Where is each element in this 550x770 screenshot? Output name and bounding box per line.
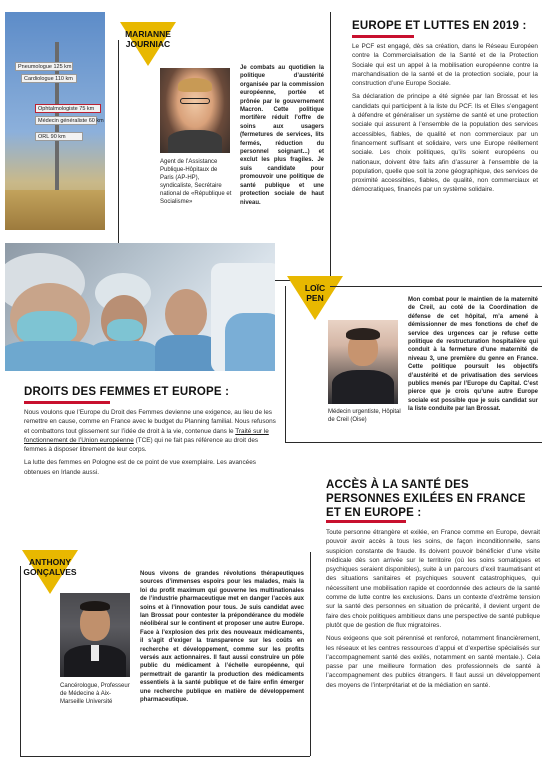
title-line: PERSONNES EXILÉES EN FRANCE: [326, 493, 526, 505]
name-line: GONÇALVES: [23, 566, 77, 577]
caption-marianne: Agent de l’Assistance Publique-Hôpitaux de Paris (AP-HP), syndicaliste, Secrétaire national de «République et Socialisme»: [160, 159, 232, 205]
europe-paragraph: Le PCF est engagé, dès sa création, dans le Réseau Européen contre la Commercialisation de la Santé et de la Protection Sociale qui est un appel à la mobilisation européenne contre la marchandisation de la santé et de la protection sociale, pour la construction d’une Europe Sociale.: [352, 43, 538, 88]
title-line: ACCÈS À LA SANTÉ DES: [326, 479, 469, 491]
femmes-paragraph: [24, 408, 276, 454]
field-background: [5, 190, 105, 230]
hair-shape: [80, 601, 110, 611]
mask-shape: [17, 311, 77, 345]
section-title-femmes: DROITS DES FEMMES ET EUROPE :: [24, 386, 230, 398]
frame-line: [285, 286, 286, 442]
nurses-photo: [5, 243, 275, 371]
badge-marianne: [118, 22, 178, 72]
europe-body: [352, 42, 538, 199]
frame-line: [330, 12, 331, 280]
sign-plate: Pneumologue 125 km: [15, 62, 73, 71]
sign-plate: ORL 90 km: [35, 132, 83, 141]
frame-line: [20, 756, 310, 757]
name-line: JOURNIAC: [125, 38, 171, 49]
caption-loic: Médecin urgentiste, Hôpital de Creil (Oise): [328, 409, 401, 423]
clothes-shape: [168, 130, 222, 153]
frame-line: [285, 442, 542, 443]
mask-shape: [107, 319, 143, 341]
face-shape: [165, 289, 207, 339]
quote-loic: Mon combat pour le maintien de la maternité de Creil, au coté de la Coordination de défense de cet hôpital, m’a amené à démissionner de mes fonctions de chef de service des urgences car je refuse cette politique de restructuration hospitalière qui conduit à la fermeture d’une maternité de niveau 3, une première du genre en France. Cette politique poursuit les objectifs d’austérité et de privatisation des services publics menés par l’Europe du Capital. C’est pierce que je crois qu’une autre Europe sociale est possible que je suis candidat sur la liste conduite par Ian Brossat.: [408, 297, 538, 413]
quote-marianne: Je combats au quotidien la politique d’austérité organisée par la commission européenne, portée et prônée par le gouvernement Macron. Cette politique mortifère réduit l’offre de soins aux usagers (fermetures de services, lits fermés, réduction du personnel soignant...) et exclut les plus fragiles. Je suis candidate pour promouvoir une politique de santé publique et une protection sociale de haut niveau.: [240, 65, 324, 206]
tfue-link[interactable]: Traité sur le fonctionnement de l’Union européenne: [24, 427, 269, 444]
badge-loic: [285, 276, 345, 326]
text-span: Nous voulons que l’Europe du Droit des Femmes devienne une exigence, au lieu de les remettre en cause, comme en France avec le budget du Planning familial. Nous refusons et combattons tout glissement sur l’idée de droit à la vie, contenue dans le: [24, 409, 276, 435]
name-line: PEN: [306, 292, 324, 303]
title-underline: [326, 520, 406, 523]
portrait-loic: [328, 320, 398, 404]
hair-shape: [346, 328, 380, 340]
gown-shape: [5, 341, 100, 371]
title-line: ET EN EUROPE :: [326, 507, 422, 519]
title-underline: [352, 35, 414, 38]
caption-anthony: Cancérologue, Professeur de Médecine à Aix-Marseille Université: [60, 683, 130, 705]
name-line: MARIANNE: [125, 29, 171, 39]
exiles-body: [326, 528, 540, 694]
name-line: ANTHONY: [28, 557, 72, 567]
section-title-europe: EUROPE ET LUTTES EN 2019 :: [352, 20, 527, 32]
exiles-paragraph: Nous exigeons que soit pérennisé et renforcé, notamment financièrement, les réseaux et les centres ressources d’appui et d’expertise spécialisés sur l’accompagnement santé des exilés, notamment en santé mentale.). Cela passe par une meilleure formation des professionnels de santé à l’accompagnement des publics étrangers. Il faut aussi un développement des moyens de l’interprétariat et de la médiation en santé.: [326, 635, 540, 689]
signpost-photo: [5, 12, 105, 230]
frame-line: [330, 286, 542, 287]
section-title-exiles: [326, 478, 546, 520]
gown-shape: [89, 341, 159, 371]
portrait-marianne: [160, 68, 230, 153]
quote-anthony: Nous vivons de grandes révolutions thérapeutiques sources d’immenses espoirs pour les malades, mais la loi du profit maximum qui gouverne les multinationales de l’industrie pharmaceutique met en danger l’accès aux soins et à l’innovation pour tous. Je suis candidat avec Ian Brossat pour contester la prépondérance du modèle néolibéral sur le continent et proposer une autre Europe. Face à l’explosion des prix des nouveaux médicaments, il s’agit d’exiger la transparence sur les coûts en recherche et développement, comme sur les profits versés aux actionnaires. Il faut aussi construire un pôle public du médicament à l’échelle européenne, qui permettrait de garantir la production des médicaments essentiels à la santé publique et de faire enfin émerger une recherche publique en matière de développement pharmaceutique.: [140, 571, 304, 704]
sign-plate: Ophtalmologiste 75 km: [35, 104, 101, 113]
sign-plate: Médecin généraliste 60 km: [35, 116, 97, 125]
name-line: LOÏC: [304, 283, 326, 293]
badge-name: [118, 30, 178, 49]
europe-paragraph: Sa déclaration de principe a été signée par Ian Brossat et les candidats qui participent à la liste du PCF. Ils et Elles s’engagent à défendre et généraliser un système de santé et une protection sociale qui assurent à l’ensemble de la population des services accessibles, fiables, de qualité et non commerciaux par un financement suffisant et solidaire, vers une Europe réellement sociale. Les choix politiques, qu’ils soient européens ou nationaux, doivent être faits afin d’assurer à l’ensemble de la population, quelle que soit la zone géographique, des services de proximité accessibles, fiables, de qualité, non commerciaux et démocratiques, financés par un système solidaire.: [352, 93, 538, 194]
femmes-body: [24, 408, 276, 481]
gown-shape: [225, 313, 275, 371]
badge-name: [18, 558, 82, 577]
sign-plate: Cardiologue 110 km: [21, 74, 77, 83]
portrait-anthony: [60, 593, 130, 677]
femmes-paragraph: La lutte des femmes en Pologne est de ce point de vue exemplaire. Les avancées obtenues en Irlande aussi.: [24, 459, 256, 476]
glasses-shape: [180, 98, 210, 104]
hair-shape: [178, 78, 212, 92]
frame-line: [310, 552, 311, 756]
clothes-shape: [332, 370, 394, 404]
title-underline: [24, 401, 110, 404]
text-span: (TCE) qui ne fait pas référence au droit des femmes à disposer librement de leur corps.: [24, 436, 259, 454]
exiles-paragraph: Toute personne étrangère et exilée, en France comme en Europe, devrait pouvoir avoir accès à tous les soins, de façon inconditionnelle, sans suspicion constante de fraude. Ils doivent pouvoir bénéficier d’une visite médicale dès son arrivée sur le territoire (où les soins somatiques et psychiques seraient disponibles), suite à un parcours d’exil traumatisant et des situations sanitaires et psychiques souvent catastrophiques, qui nécessitent une mobilisation rapide et coordonnée des acteurs de la santé comme de lutte contre les exclusions. Dans un contexte d’extrême tension sur la santé des personnes en situation de précarité, il devient urgent de faire des choix politiques ambitieux dans une perspective de santé publique plutôt que de gestion de flux migratoires.: [326, 529, 540, 629]
frame-line: [20, 566, 21, 756]
shirt-shape: [91, 645, 99, 661]
gown-shape: [155, 335, 219, 371]
